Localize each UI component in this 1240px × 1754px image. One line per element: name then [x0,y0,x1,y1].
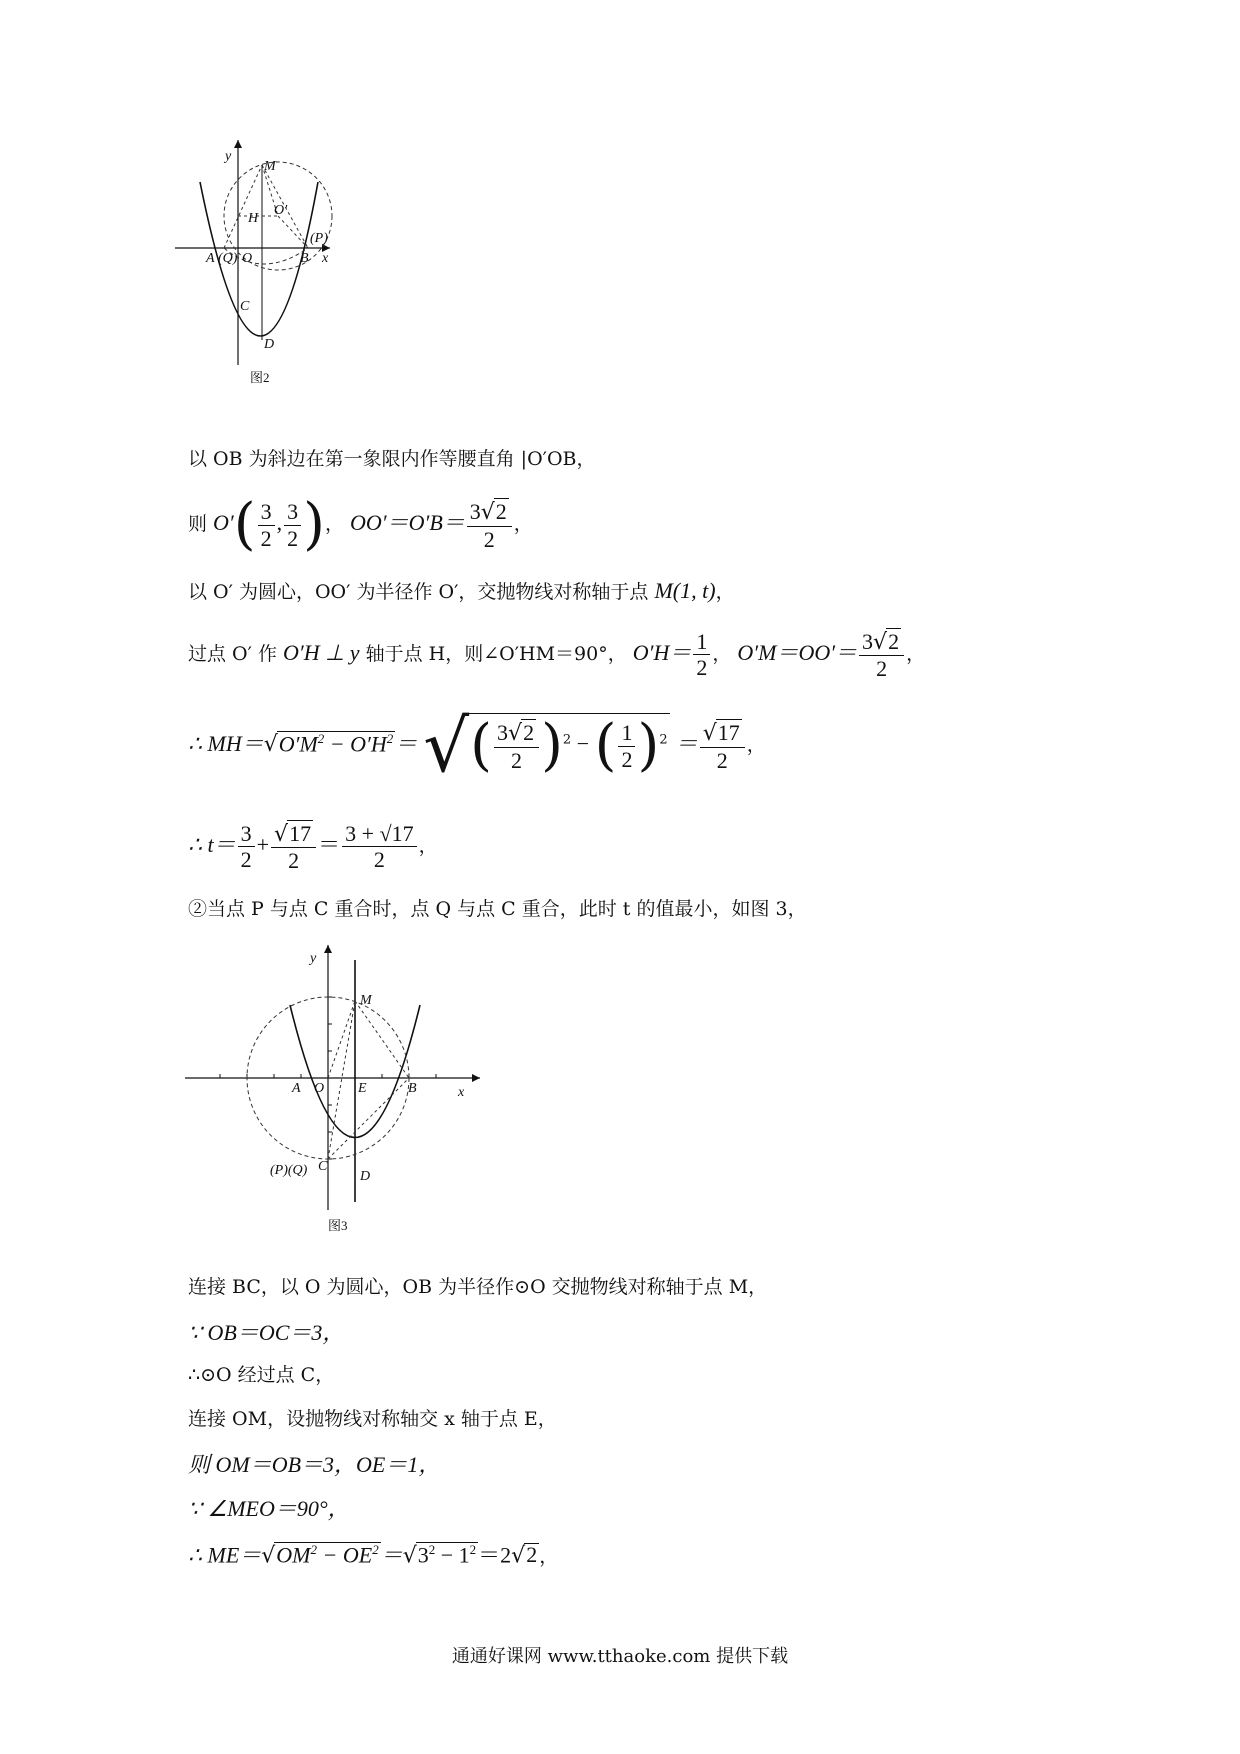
fig3-label-c: C [318,1159,328,1174]
text-line-1: 以 OB 为斜边在第一象限内作等腰直角 |O′OB， [188,448,596,470]
fig2-label-h: H [248,211,259,226]
fig3-label-e: E [358,1081,367,1096]
fig2-label-p: (P) [310,231,328,246]
fig2-label-y: y [225,149,232,164]
fig3-label-b: B [408,1081,417,1096]
fig2-label-x: x [322,251,329,266]
fig2-label-a: A [206,251,215,266]
text-line-4: 过点 O′ 作 O′H ⊥ y 轴于点 H，则∠O′HM＝90°， O′H＝ $\frac{1}{2}$ ， O′M＝OO′＝ $\frac{3√2}{2}$ ， [188,629,926,682]
fig2-label-c: C [240,299,250,314]
fig2-caption: 图2 [250,370,270,385]
text-line-14: ∴ $ME=√OM^2 - OE^2=√3^2 - 1^2=2√2$ ， [188,1542,559,1569]
text-line-11: 连接 OM，设抛物线对称轴交 x 轴于点 E， [188,1408,557,1430]
text-line-2: 则 O′( $\frac{3}{2}$ , $\frac{3}{2}$ )， OO′＝O′B＝ $\frac{3√2}{2}$ ， [188,492,533,557]
figure-2-graph [170,130,390,400]
fig2-label-o: O [242,251,253,266]
text-line-9: ∵ OB＝OC＝3， [188,1320,345,1345]
fig3-label-pq: (P)(Q) [270,1163,308,1178]
fig3-label-o: O [314,1081,325,1096]
text-line-7: ②当点 P 与点 C 重合时，点 Q 与点 C 重合，此时 t 的值最小，如图 3， [188,898,807,920]
fig2-label-m: M [264,159,276,174]
figure-2 [170,130,390,400]
figure-3 [180,940,490,1240]
text-line-12: 则 OM＝OB＝3，OE＝1， [188,1452,441,1477]
fig2-label-q: (Q) [218,251,238,266]
fig2-label-oprime: O′ [274,203,288,218]
text-line-5: ∴ $MH=√O'M^2 - O'H^2=$ √( $\frac{3√2}{2}$ )$^2$ − ( $\frac{1}{2}$ )$^2$ ＝ $\frac{√17}{2}$ ， [188,704,766,788]
fig3-label-y: y [310,951,317,966]
fig3-label-d: D [360,1169,371,1184]
fig3-label-a: A [292,1081,301,1096]
text-line-13: ∵ ∠MEO＝90°， [188,1496,350,1521]
fig3-caption: 图3 [328,1218,348,1233]
figure-3-graph [180,940,490,1240]
text-line-3: 以 O′ 为圆心，OO′ 为半径作 O′，交抛物线对称轴于点 M(1, t)， [188,578,735,603]
page-footer: 通通好课网 www.tthaoke.com 提供下载 [451,1646,789,1667]
fig3-label-x: x [458,1085,465,1100]
text-line-6: ∴ t＝ $\frac{3}{2}$ + $\frac{√17}{2}$ ＝ $\frac{3 + √17}{2}$ ， [188,821,438,874]
fig2-label-b: B [300,251,309,266]
text-line-10: ∴⊙O 经过点 C， [188,1364,335,1386]
text-line-8: 连接 BC，以 O 为圆心，OB 为半径作⊙O 交抛物线对称轴于点 M， [188,1276,768,1298]
fig3-label-m: M [360,993,372,1008]
fig2-label-d: D [264,337,275,352]
